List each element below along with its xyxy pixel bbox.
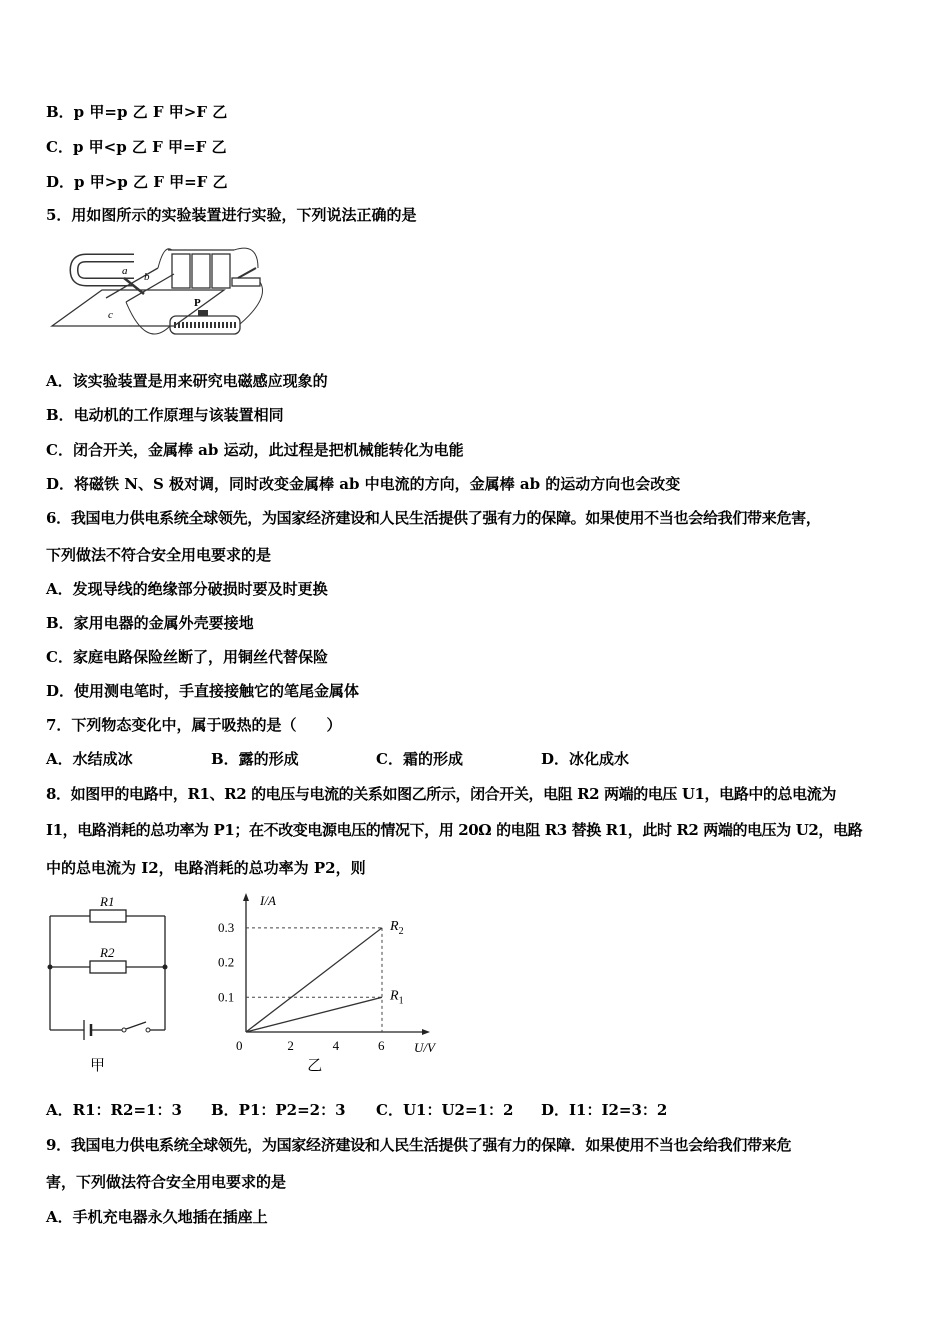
q8-option-d: D．I1：I2=3：2: [541, 1101, 668, 1119]
resistor-r1-label: R1: [100, 894, 115, 909]
battery-cell-1: [172, 254, 190, 288]
q5-option-d: D．将磁铁 N、S 极对调，同时改变金属棒 ab 中电流的方向，金属棒 ab 的运动方向也会改变: [46, 475, 681, 493]
circuit-caption: 甲: [90, 1058, 106, 1074]
q8-option-b: B．P1：P2=2：3: [211, 1101, 346, 1119]
q9-stem-line2: 害，下列做法符合安全用电要求的是: [46, 1173, 287, 1191]
rheostat-body: [170, 316, 240, 334]
q4-option-c: C．p 甲<p 乙 F 甲=F 乙: [46, 138, 227, 156]
x-axis-label: U/V: [414, 1040, 435, 1055]
q8-stem-line3: 中的总电流为 I2，电路消耗的总功率为 P2，则: [46, 859, 366, 877]
chart-series: [246, 928, 382, 1032]
q9-option-a: A．手机充电器永久地插在插座上: [46, 1208, 268, 1226]
resistor-r1: [90, 910, 126, 922]
y-tick-label: 0.3: [218, 919, 235, 935]
x-tick-label: 4: [332, 1038, 340, 1053]
switch-base: [232, 278, 260, 286]
q5-stem: 5．用如图所示的实验装置进行实验，下列说法正确的是: [46, 206, 417, 224]
q5-option-a: A．该实验装置是用来研究电磁感应现象的: [46, 372, 328, 390]
y-tick-label: 0.1: [218, 989, 235, 1005]
q6-stem-line1: 6．我国电力供电系统全球领先，为国家经济建设和人民生活提供了强有力的保障。如果使用不当也会给我们带来危害，: [46, 509, 821, 527]
battery-cell-2: [192, 254, 210, 288]
q8-option-a: A．R1：R2=1：3: [46, 1101, 182, 1119]
label-a: a: [122, 265, 128, 277]
switch-lever: [238, 268, 256, 278]
q7-option-b: B．露的形成: [211, 750, 299, 768]
switch-contact-right: [146, 1028, 150, 1032]
q4-option-b: B．p 甲=p 乙 F 甲>F 乙: [46, 103, 228, 121]
x-tick-label: 6: [378, 1038, 385, 1053]
x-tick-label: 2: [287, 1038, 294, 1053]
q8-stem-line1: 8．如图甲的电路中，R1、R2 的电压与电流的关系如图乙所示，闭合开关，电阻 R2 两端的电压 U1，电路中的总电流为: [46, 785, 836, 803]
chart-labels: [218, 893, 437, 1074]
wire-3: [240, 282, 263, 324]
circuit-diagram: [40, 888, 180, 1078]
y-axis-arrow: [243, 893, 249, 901]
q7-option-d: D．冰化成水: [541, 750, 630, 768]
label-b: b: [144, 271, 150, 283]
rheostat-slider: [198, 310, 208, 316]
label-c: c: [108, 309, 113, 321]
label-p: P: [194, 297, 201, 309]
y-axis-label: I/A: [260, 893, 276, 908]
y-tick-label: 0.2: [218, 954, 235, 970]
q4-option-d: D．p 甲>p 乙 F 甲=F 乙: [46, 173, 228, 191]
series-line-r1: [246, 997, 382, 1032]
q6-option-c: C．家庭电路保险丝断了，用铜丝代替保险: [46, 648, 328, 666]
resistor-r2-label: R2: [100, 945, 115, 960]
q7-option-a: A．水结成冰: [46, 750, 133, 768]
q6-option-a: A．发现导线的绝缘部分破损时要及时更换: [46, 580, 328, 598]
origin-label: 0: [236, 1038, 243, 1053]
junction-left: [48, 965, 53, 970]
switch-contact-left: [122, 1028, 126, 1032]
q7-option-c: C．霜的形成: [376, 750, 463, 768]
q8-stem-line2: I1，电路消耗的总功率为 P1；在不改变电源电压的情况下，用 20Ω 的电阻 R3 替换 R1，此时 R2 两端的电压为 U2，电路: [46, 821, 863, 839]
wire-1: [158, 249, 172, 268]
chart-caption: 乙: [307, 1058, 323, 1074]
series-label-r1: $R_1$: [390, 988, 404, 1007]
q9-stem-line1: 9．我国电力供电系统全球领先，为国家经济建设和人民生活提供了强有力的保障．如果使用不当也会给我们带来危: [46, 1136, 792, 1154]
x-axis-arrow: [422, 1029, 430, 1035]
q7-stem: 7．下列物态变化中，属于吸热的是（ ）: [46, 716, 342, 734]
experiment-apparatus-figure: [46, 238, 276, 358]
q5-option-b: B．电动机的工作原理与该装置相同: [46, 406, 284, 424]
q6-option-d: D．使用测电笔时，手直接接触它的笔尾金属体: [46, 682, 360, 700]
q6-stem-line2: 下列做法不符合安全用电要求的是: [46, 546, 272, 564]
q6-option-b: B．家用电器的金属外壳要接地: [46, 614, 254, 632]
battery-cell-3: [212, 254, 230, 288]
switch-blade: [126, 1022, 146, 1029]
chart-axes: [243, 893, 430, 1035]
series-label-r2: $R_2$: [390, 918, 404, 937]
junction-right: [163, 965, 168, 970]
q8-option-c: C．U1：U2=1：2: [376, 1101, 514, 1119]
iu-graph: [200, 890, 435, 1080]
wire-2: [234, 248, 258, 268]
q5-option-c: C．闭合开关，金属棒 ab 运动，此过程是把机械能转化为电能: [46, 441, 464, 459]
series-line-r2: [246, 928, 382, 1032]
wire-4: [126, 302, 170, 334]
resistor-r2: [90, 961, 126, 973]
